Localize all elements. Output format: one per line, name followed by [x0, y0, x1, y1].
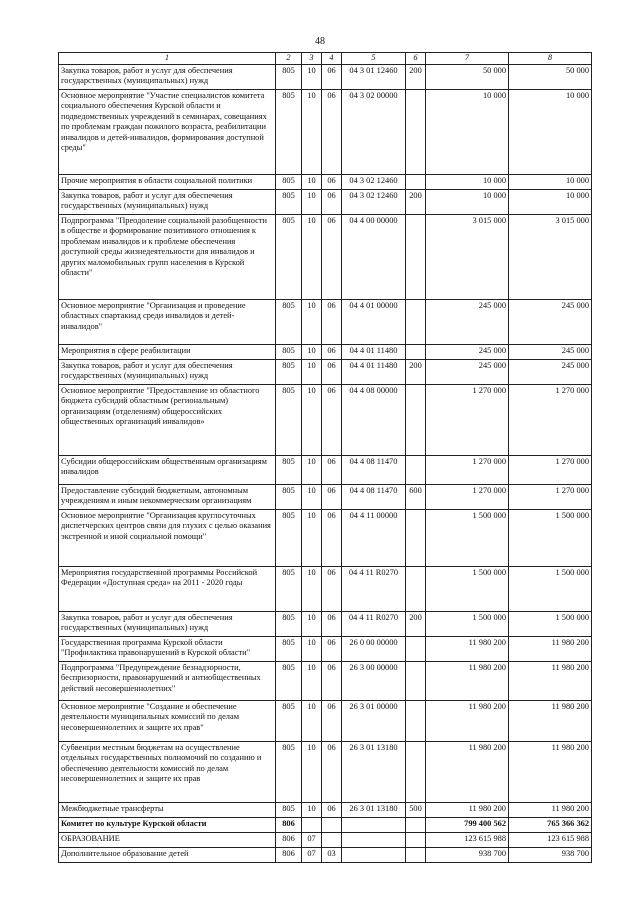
row-admin-code: 805: [276, 359, 302, 384]
row-amount-year2: 938 700: [509, 847, 592, 862]
column-header: 2: [276, 53, 302, 65]
row-subsection: 06: [322, 636, 342, 661]
row-amount-year1: 10 000: [426, 174, 509, 189]
row-target-article: [342, 817, 406, 832]
row-expense-type: [406, 214, 426, 299]
row-amount-year2: 245 000: [509, 344, 592, 359]
column-header: 6: [406, 53, 426, 65]
row-target-article: 04 4 11 00000: [342, 509, 406, 566]
row-amount-year2: 1 500 000: [509, 611, 592, 636]
row-section: 10: [302, 611, 322, 636]
row-name: ОБРАЗОВАНИЕ: [59, 832, 276, 847]
row-amount-year2: 1 500 000: [509, 566, 592, 611]
row-amount-year2: 245 000: [509, 359, 592, 384]
row-admin-code: 806: [276, 832, 302, 847]
row-admin-code: 805: [276, 636, 302, 661]
table-row: [59, 700, 592, 741]
row-expense-type: 200: [406, 64, 426, 89]
row-target-article: 26 3 01 00000: [342, 700, 406, 741]
row-target-article: 04 4 11 R0270: [342, 611, 406, 636]
row-amount-year2: 11 980 200: [509, 741, 592, 802]
row-section: 10: [302, 455, 322, 484]
row-amount-year1: 1 500 000: [426, 509, 509, 566]
row-amount-year2: 1 500 000: [509, 509, 592, 566]
row-amount-year1: 11 980 200: [426, 741, 509, 802]
row-amount-year1: 3 015 000: [426, 214, 509, 299]
row-amount-year1: 10 000: [426, 189, 509, 214]
column-header: 8: [509, 53, 592, 65]
table-row: [59, 64, 592, 89]
row-expense-type: [406, 636, 426, 661]
row-target-article: 04 3 02 12460: [342, 189, 406, 214]
row-expense-type: 200: [406, 359, 426, 384]
row-section: 10: [302, 509, 322, 566]
row-admin-code: 805: [276, 802, 302, 817]
row-admin-code: 805: [276, 299, 302, 344]
row-admin-code: 805: [276, 189, 302, 214]
row-section: 10: [302, 64, 322, 89]
row-expense-type: 200: [406, 611, 426, 636]
row-admin-code: 805: [276, 64, 302, 89]
row-admin-code: 805: [276, 174, 302, 189]
row-target-article: [342, 847, 406, 862]
table-row: [59, 484, 592, 509]
table-row: [59, 89, 592, 174]
row-expense-type: [406, 299, 426, 344]
row-target-article: 26 0 00 00000: [342, 636, 406, 661]
row-expense-type: [406, 847, 426, 862]
table-row: [59, 214, 592, 299]
row-section: 10: [302, 189, 322, 214]
row-amount-year1: 1 270 000: [426, 484, 509, 509]
row-amount-year2: 11 980 200: [509, 661, 592, 700]
row-name: Предоставление субсидий бюджетным, автономным учреждениям и иным некоммерческим организациям: [59, 484, 276, 509]
table-row: [59, 384, 592, 455]
row-name: Закупка товаров, работ и услуг для обеспечения государственных (муниципальных) нужд: [59, 189, 276, 214]
table-row: [59, 359, 592, 384]
row-target-article: 04 3 02 00000: [342, 89, 406, 174]
row-section: 10: [302, 174, 322, 189]
table-row: [59, 509, 592, 566]
row-section: [302, 817, 322, 832]
column-header: 3: [302, 53, 322, 65]
row-amount-year2: 11 980 200: [509, 802, 592, 817]
row-amount-year2: 245 000: [509, 299, 592, 344]
row-target-article: 04 4 08 11470: [342, 455, 406, 484]
table-row: [59, 661, 592, 700]
row-amount-year2: 10 000: [509, 189, 592, 214]
row-amount-year2: 765 366 362: [509, 817, 592, 832]
row-admin-code: 805: [276, 700, 302, 741]
row-subsection: [322, 832, 342, 847]
row-name: Государственная программа Курской области "Профилактика правонарушений в Курской области": [59, 636, 276, 661]
row-expense-type: [406, 455, 426, 484]
row-name: Основное мероприятие "Создание и обеспечение деятельности муниципальных комиссий по делам несовершеннолетних и защите их прав": [59, 700, 276, 741]
row-expense-type: [406, 741, 426, 802]
row-section: 10: [302, 802, 322, 817]
row-name: Прочие мероприятия в области социальной политики: [59, 174, 276, 189]
row-expense-type: [406, 89, 426, 174]
row-admin-code: 805: [276, 89, 302, 174]
row-admin-code: 806: [276, 847, 302, 862]
row-amount-year1: 245 000: [426, 359, 509, 384]
column-header: 7: [426, 53, 509, 65]
row-section: 10: [302, 741, 322, 802]
row-section: 10: [302, 299, 322, 344]
row-name: Мероприятия в сфере реабилитации: [59, 344, 276, 359]
table-row: [59, 741, 592, 802]
row-amount-year1: 11 980 200: [426, 700, 509, 741]
row-expense-type: 500: [406, 802, 426, 817]
row-section: 10: [302, 484, 322, 509]
row-section: 10: [302, 384, 322, 455]
row-amount-year1: 245 000: [426, 299, 509, 344]
row-target-article: 04 4 08 00000: [342, 384, 406, 455]
row-name: Комитет по культуре Курской области: [59, 817, 276, 832]
row-admin-code: 805: [276, 741, 302, 802]
row-target-article: 26 3 00 00000: [342, 661, 406, 700]
table-row: [59, 566, 592, 611]
row-amount-year1: 11 980 200: [426, 661, 509, 700]
row-subsection: 03: [322, 847, 342, 862]
row-name: Закупка товаров, работ и услуг для обеспечения государственных (муниципальных) нужд: [59, 359, 276, 384]
row-section: 10: [302, 700, 322, 741]
row-admin-code: 805: [276, 611, 302, 636]
row-subsection: 06: [322, 700, 342, 741]
row-amount-year1: 10 000: [426, 89, 509, 174]
row-name: Субвенции местным бюджетам на осуществление отдельных государственных полномочий по созданию и обеспечению деятельности комиссий по делам несовершеннолетних и защите их прав: [59, 741, 276, 802]
row-section: 10: [302, 566, 322, 611]
row-admin-code: 806: [276, 817, 302, 832]
row-expense-type: [406, 661, 426, 700]
row-name: Основное мероприятие "Организация и проведение областных спартакиад среди инвалидов и детей-инвалидов": [59, 299, 276, 344]
row-target-article: 04 4 01 11480: [342, 359, 406, 384]
table-row: [59, 455, 592, 484]
row-name: Основное мероприятие "Предоставление из областного бюджета субсидий областным (региональным) организациям (отделениям) общероссийских общественных организаций инвалидов»: [59, 384, 276, 455]
row-admin-code: 805: [276, 214, 302, 299]
row-name: Основное мероприятие "Организация круглосуточных диспетчерских центров связи для глухих с целью оказания экстренной и иной социальной помощи": [59, 509, 276, 566]
table-row: [59, 174, 592, 189]
row-name: Закупка товаров, работ и услуг для обеспечения государственных (муниципальных) нужд: [59, 611, 276, 636]
row-name: Основное мероприятие "Участие специалистов комитета социального обеспечения Курской области и подведомственных учреждений в семинарах, совещаниях по проблемам граждан пожилого возраста, реабилитации инвалидов и детей-инвалидов, формирования доступной среды": [59, 89, 276, 174]
table-row: [59, 189, 592, 214]
row-amount-year2: 10 000: [509, 89, 592, 174]
row-subsection: 06: [322, 64, 342, 89]
table-row: [59, 611, 592, 636]
row-section: 10: [302, 89, 322, 174]
row-subsection: 06: [322, 89, 342, 174]
row-section: 10: [302, 359, 322, 384]
row-amount-year1: 123 615 988: [426, 832, 509, 847]
row-subsection: 06: [322, 802, 342, 817]
row-target-article: 26 3 01 13180: [342, 802, 406, 817]
row-amount-year1: 11 980 200: [426, 636, 509, 661]
row-subsection: 06: [322, 741, 342, 802]
row-name: Межбюджетные трансферты: [59, 802, 276, 817]
column-header: 1: [59, 53, 276, 65]
row-expense-type: 600: [406, 484, 426, 509]
row-subsection: 06: [322, 299, 342, 344]
row-amount-year1: 50 000: [426, 64, 509, 89]
table-row: [59, 832, 592, 847]
column-header: 5: [342, 53, 406, 65]
row-amount-year1: 938 700: [426, 847, 509, 862]
row-subsection: 06: [322, 174, 342, 189]
table-row: [59, 636, 592, 661]
row-subsection: 06: [322, 214, 342, 299]
row-name: Подпрограмма "Предупреждение безнадзорности, беспризорности, правонарушений и антиобщественных действий несовершеннолетних": [59, 661, 276, 700]
row-amount-year1: 1 500 000: [426, 611, 509, 636]
row-amount-year1: 11 980 200: [426, 802, 509, 817]
row-name: Мероприятия государственной программы Российской Федерации «Доступная среда» на 2011 - 2020 годы: [59, 566, 276, 611]
row-amount-year2: 1 270 000: [509, 384, 592, 455]
row-expense-type: [406, 384, 426, 455]
row-expense-type: [406, 817, 426, 832]
row-amount-year1: 1 270 000: [426, 384, 509, 455]
row-amount-year2: 3 015 000: [509, 214, 592, 299]
row-subsection: 06: [322, 359, 342, 384]
row-expense-type: 200: [406, 189, 426, 214]
row-expense-type: [406, 832, 426, 847]
row-target-article: 04 4 00 00000: [342, 214, 406, 299]
row-target-article: [342, 832, 406, 847]
row-expense-type: [406, 700, 426, 741]
row-target-article: 04 3 01 12460: [342, 64, 406, 89]
row-admin-code: 805: [276, 344, 302, 359]
row-section: 10: [302, 661, 322, 700]
row-name: Подпрограмма "Преодоление социальной разобщенности в обществе и формирование позитивного отношения к проблемам инвалидов и к проблеме обеспечения доступной среды жизнедеятельности для инвалидов и других маломобильных групп населения в Курской области": [59, 214, 276, 299]
row-target-article: 04 4 01 11480: [342, 344, 406, 359]
row-subsection: [322, 817, 342, 832]
row-target-article: 04 3 02 12460: [342, 174, 406, 189]
row-amount-year2: 11 980 200: [509, 636, 592, 661]
column-header: 4: [322, 53, 342, 65]
row-amount-year2: 11 980 200: [509, 700, 592, 741]
table-row: [59, 299, 592, 344]
row-admin-code: 805: [276, 566, 302, 611]
table-row: [59, 802, 592, 817]
row-expense-type: [406, 344, 426, 359]
row-expense-type: [406, 566, 426, 611]
row-subsection: 06: [322, 661, 342, 700]
row-subsection: 06: [322, 189, 342, 214]
row-subsection: 06: [322, 484, 342, 509]
row-subsection: 06: [322, 566, 342, 611]
page-number: 48: [315, 36, 325, 47]
row-name: Дополнительное образование детей: [59, 847, 276, 862]
row-expense-type: [406, 509, 426, 566]
row-target-article: 26 3 01 13180: [342, 741, 406, 802]
row-section: 10: [302, 214, 322, 299]
row-target-article: 04 4 11 R0270: [342, 566, 406, 611]
row-target-article: 04 4 08 11470: [342, 484, 406, 509]
row-subsection: 06: [322, 344, 342, 359]
row-subsection: 06: [322, 455, 342, 484]
row-subsection: 06: [322, 384, 342, 455]
row-amount-year2: 1 270 000: [509, 484, 592, 509]
row-amount-year2: 10 000: [509, 174, 592, 189]
row-amount-year2: 50 000: [509, 64, 592, 89]
row-admin-code: 805: [276, 509, 302, 566]
row-amount-year2: 1 270 000: [509, 455, 592, 484]
row-section: 10: [302, 344, 322, 359]
row-amount-year1: 799 400 562: [426, 817, 509, 832]
row-amount-year1: 1 270 000: [426, 455, 509, 484]
table-row: [59, 847, 592, 862]
row-admin-code: 805: [276, 455, 302, 484]
row-target-article: 04 4 01 00000: [342, 299, 406, 344]
row-amount-year2: 123 615 988: [509, 832, 592, 847]
row-subsection: 06: [322, 611, 342, 636]
row-section: 07: [302, 832, 322, 847]
table-row: [59, 817, 592, 832]
row-name: Закупка товаров, работ и услуг для обеспечения государственных (муниципальных) нужд: [59, 64, 276, 89]
row-name: Субсидии общероссийским общественным организациям инвалидов: [59, 455, 276, 484]
row-admin-code: 805: [276, 661, 302, 700]
budget-table: [58, 52, 592, 863]
row-amount-year1: 245 000: [426, 344, 509, 359]
row-subsection: 06: [322, 509, 342, 566]
row-admin-code: 805: [276, 384, 302, 455]
table-row: [59, 344, 592, 359]
row-admin-code: 805: [276, 484, 302, 509]
row-expense-type: [406, 174, 426, 189]
header-row: [59, 53, 592, 65]
row-amount-year1: 1 500 000: [426, 566, 509, 611]
row-section: 07: [302, 847, 322, 862]
row-section: 10: [302, 636, 322, 661]
